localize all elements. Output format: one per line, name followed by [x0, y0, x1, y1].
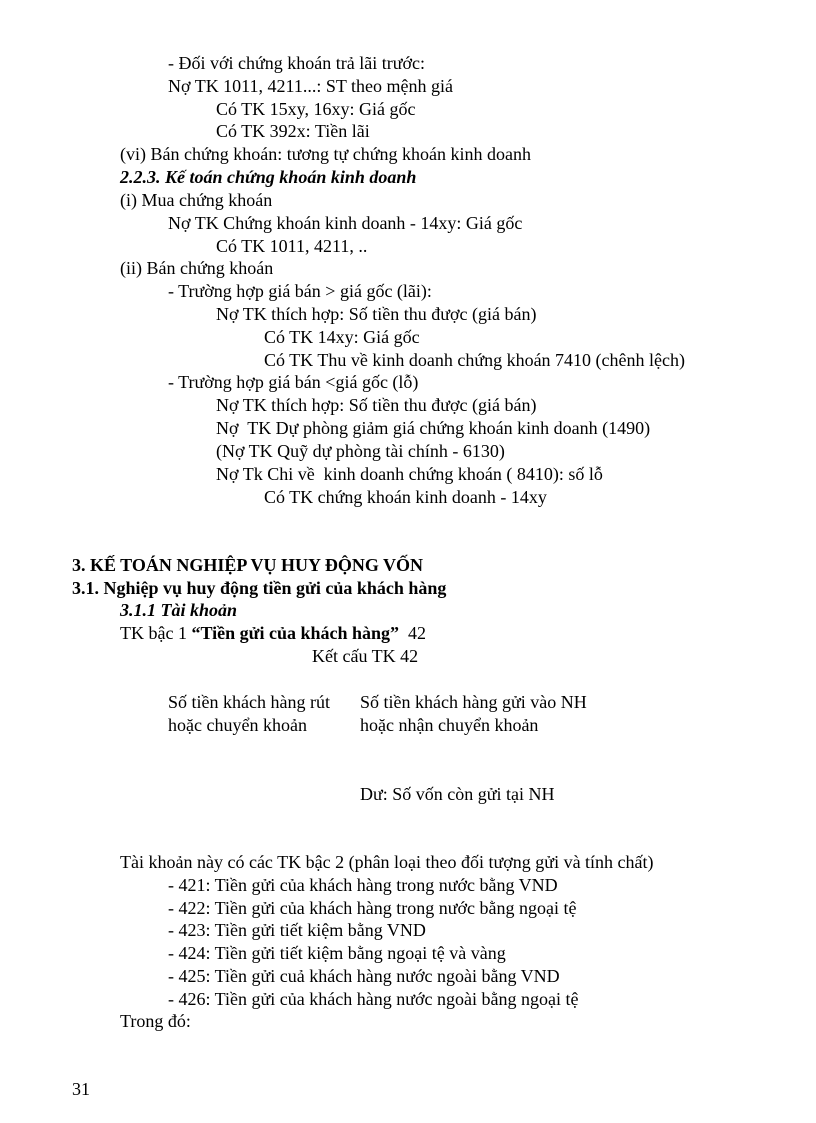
account-name: “Tiền gửi của khách hàng” — [191, 623, 400, 643]
text-line: - Trường hợp giá bán > giá gốc (lãi): — [168, 281, 432, 301]
section-heading: 2.2.3. Kế toán chứng khoán kinh doanh — [120, 167, 417, 187]
list-item: - 421: Tiền gửi của khách hàng trong nước bằng VND — [168, 875, 558, 895]
text-line: Trong đó: — [120, 1011, 191, 1031]
account-title — [120, 622, 426, 644]
account-prefix: TK bậc 1 — [120, 623, 192, 643]
text-line: Nợ TK thích hợp: Số tiền thu được (giá bán) — [216, 395, 537, 415]
text-line: Nợ TK Chứng khoán kinh doanh - 14xy: Giá gốc — [168, 213, 523, 233]
text-line: (i) Mua chứng khoán — [120, 190, 273, 210]
text-line: Có TK 1011, 4211, .. — [216, 236, 368, 256]
list-item: - 423: Tiền gửi tiết kiệm bằng VND — [168, 920, 426, 940]
text-line: Nợ TK thích hợp: Số tiền thu được (giá bán) — [216, 304, 537, 324]
text-line: - Trường hợp giá bán <giá gốc (lỗ) — [168, 372, 419, 392]
text-line: Có TK Thu về kinh doanh chứng khoán 7410 (chênh lệch) — [264, 350, 686, 370]
debit-side: Số tiền khách hàng rút — [168, 692, 330, 712]
text-line: Có TK chứng khoán kinh doanh - 14xy — [264, 487, 547, 507]
account-code: 42 — [399, 623, 427, 643]
credit-side: hoặc nhận chuyển khoản — [360, 715, 539, 735]
list-item: - 425: Tiền gửi cuả khách hàng nước ngoài bằng VND — [168, 966, 560, 986]
page-number: 31 — [72, 1079, 90, 1099]
credit-side: Số tiền khách hàng gửi vào NH — [360, 692, 587, 712]
list-item: - 426: Tiền gửi của khách hàng nước ngoài bằng ngoại tệ — [168, 989, 579, 1009]
list-item: - 424: Tiền gửi tiết kiệm bằng ngoại tệ và vàng — [168, 943, 506, 963]
chapter-heading: 3. KẾ TOÁN NGHIỆP VỤ HUY ĐỘNG VỐN — [72, 555, 424, 575]
list-item: - 422: Tiền gửi của khách hàng trong nước bằng ngoại tệ — [168, 898, 577, 918]
text-line: Có TK 14xy: Giá gốc — [264, 327, 420, 347]
text-line: (Nợ TK Quỹ dự phòng tài chính - 6130) — [216, 441, 505, 461]
text-line: Nợ TK Dự phòng giảm giá chứng khoán kinh doanh (1490) — [216, 418, 651, 438]
text-line: Có TK 392x: Tiền lãi — [216, 121, 370, 141]
subsection-heading: 3.1.1 Tài khoản — [120, 600, 238, 620]
structure-title: Kết cấu TK 42 — [312, 646, 419, 666]
text-line: Nợ Tk Chi về kinh doanh chứng khoán ( 8410): số lỗ — [216, 464, 603, 484]
text-line: Tài khoản này có các TK bậc 2 (phân loại theo đối tượng gửi và tính chất) — [120, 852, 654, 872]
text-line: (ii) Bán chứng khoán — [120, 258, 274, 278]
text-line: - Đối với chứng khoán trả lãi trước: — [168, 53, 425, 73]
text-line: (vi) Bán chứng khoán: tương tự chứng khoán kinh doanh — [120, 144, 531, 164]
debit-side: hoặc chuyển khoản — [168, 715, 307, 735]
section-heading: 3.1. Nghiệp vụ huy động tiền gửi của khách hàng — [72, 578, 447, 598]
balance-line: Dư: Số vốn còn gửi tại NH — [360, 784, 555, 804]
text-line: Có TK 15xy, 16xy: Giá gốc — [216, 99, 416, 119]
text-line: Nợ TK 1011, 4211...: ST theo mệnh giá — [168, 76, 454, 96]
